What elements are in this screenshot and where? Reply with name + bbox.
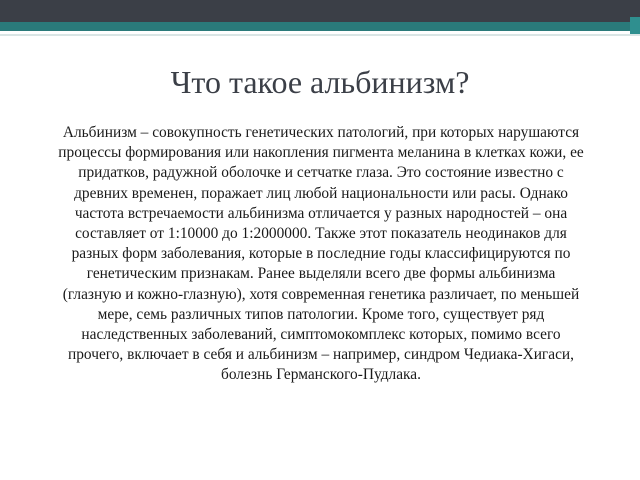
- header-bar-accent: [0, 22, 640, 31]
- slide-body-text: Альбинизм – совокупность генетических патологий, при которых нарушаются процессы формирования или накопления пигмента меланина в клетках кожи, ее придатков, радужной оболочке и сетчатке глаза. Это состояние известно с древних временен, поражает лиц любой национальности или расы. Однако частота встречаемости альбинизма отличается у разных народностей – она составляет от 1:10000 до 1:2000000. Также этот показатель неодинаков для разных форм заболевания, которые в последние годы классифицируются по генетическим признакам. Ранее выделяли всего две формы альбинизма (глазную и кожно-глазную), хотя современная генетика различает, по меньшей мере, семь различных типов патологии. Кроме того, существует ряд наследственных заболеваний, симптомокомплекс которых, помимо всего прочего, включает в себя и альбинизм – например, синдром Чедиака-Хигаси, болезнь Германского-Пудлака.: [58, 124, 584, 384]
- slide-title: Что такое альбинизм?: [170, 64, 470, 100]
- header-corner-accent: [630, 17, 640, 35]
- header-divider: [0, 34, 640, 36]
- header-bar-dark: [0, 0, 640, 22]
